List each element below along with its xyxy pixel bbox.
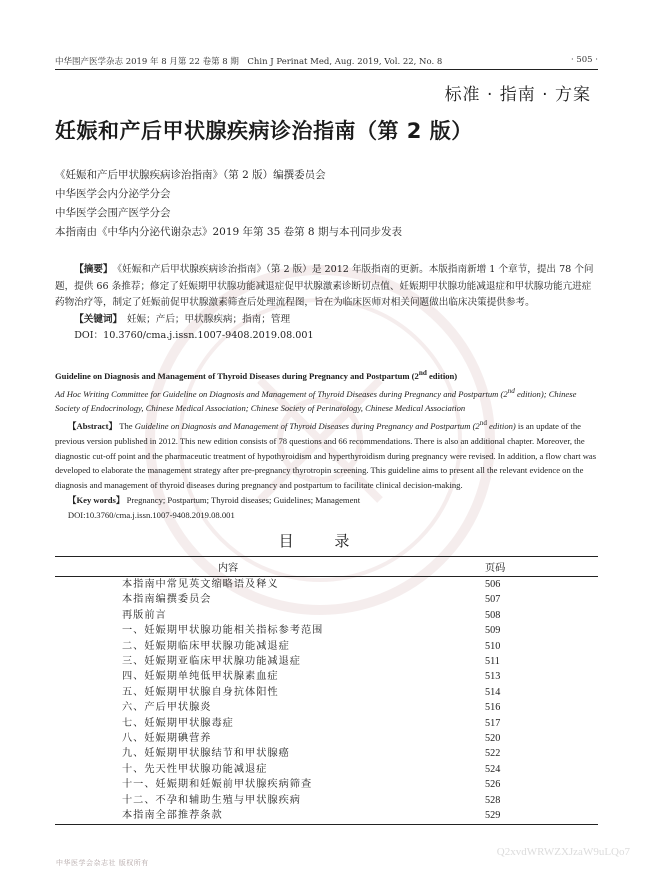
toc-row xyxy=(55,623,598,638)
toc-row xyxy=(55,669,598,684)
toc-item: 七、妊娠期甲状腺毒症 xyxy=(122,717,234,729)
toc-col-content: 内容 xyxy=(55,557,401,577)
section-tag: 标准 · 指南 · 方案 xyxy=(444,85,591,105)
toc-page: 514 xyxy=(485,686,501,698)
author-line: 《妊娠和产后甲状腺疾病诊治指南》（第 2 版）编撰委员会 xyxy=(55,169,326,181)
toc-page: 506 xyxy=(485,579,501,590)
toc-page: 528 xyxy=(485,794,501,806)
toc-page: 522 xyxy=(485,748,501,760)
toc-page: 510 xyxy=(485,640,501,652)
author-line: 本指南由《中华内分泌代谢杂志》2019 年第 35 卷第 8 期与本刊同步发表 xyxy=(55,226,402,238)
toc-header-row xyxy=(55,557,598,577)
toc-row xyxy=(55,700,598,715)
footer-code: Q2xvdWRWZXJzaW9uLQo7 xyxy=(496,846,630,858)
toc-item: 一、妊娠期甲状腺功能相关指标参考范围 xyxy=(122,625,324,637)
english-committee: Ad Hoc Writing Committee for Guideline on Diagnosis and Management of Thyroid Diseases during Pregnancy and Postpartum (2nd edition); Chinese Society of Endocrinology, Chinese Medical Association; Chinese Society of Perinatology, Chinese Medical Association xyxy=(55,386,577,414)
keywords-text: 妊娠；产后；甲状腺疾病；指南；管理 xyxy=(126,313,291,325)
toc-row xyxy=(55,654,598,669)
toc-item: 九、妊娠期甲状腺结节和甲状腺癌 xyxy=(122,748,290,760)
toc-page: 524 xyxy=(485,763,501,775)
toc-item: 本指南全部推荐条款 xyxy=(55,808,401,824)
toc-row xyxy=(55,731,598,746)
author-line: 中华医学会围产医学分会 xyxy=(55,207,171,219)
header-rule xyxy=(55,69,598,70)
toc-row xyxy=(55,716,598,731)
toc-item: 四、妊娠期单纯低甲状腺素血症 xyxy=(122,671,279,683)
running-header: 中华围产医学杂志 2019 年 8 月第 22 卷第 8 期 Chin J Perinat Med, Aug. 2019, Vol. 22, No. 8 xyxy=(55,57,443,67)
toc-item: 本指南编撰委员会 xyxy=(122,594,212,606)
footer-publisher: 中华医学会杂志社 版权所有 xyxy=(56,859,149,867)
toc-item: 三、妊娠期亚临床甲状腺功能减退症 xyxy=(122,656,301,668)
toc-item: 十一、妊娠期和妊娠前甲状腺疾病筛查 xyxy=(122,779,313,791)
abstract-label: 【摘要】 xyxy=(74,264,108,275)
toc-item: 本指南中常见英文缩略语及释义 xyxy=(122,579,279,590)
toc-row xyxy=(55,746,598,761)
toc-row xyxy=(55,777,598,792)
toc-page: 509 xyxy=(485,625,501,637)
toc-item: 二、妊娠期临床甲状腺功能减退症 xyxy=(122,640,290,652)
toc-row xyxy=(55,592,598,607)
toc-row xyxy=(55,808,598,824)
toc-col-page: 页码 xyxy=(401,557,598,577)
toc-page: 511 xyxy=(485,656,500,668)
doi-text: DOI：10.3760/cma.j.issn.1007-9408.2019.08.001 xyxy=(74,330,314,341)
english-abstract-text: 【Abstract】 The Guideline on Diagnosis and Management of Thyroid Diseases during Pregnancy and Postpartum (2nd edition) is an update of the previous version published in 2012. This new edition consists of 78 questions and 66 recommendations. There is also an additional chapter. Moreover, the diagnostic cut-off point and the pharmaceutic treatment of hypothyroidism and hyperthyroidism during pregnancy were revised. In addition, a flow chart was developed to elaborate the management strategy after pre-pregnancy thyrotropin screening. This guideline aims to present all the relevant evidence on the diagnosis and management of thyroid diseases during pregnancy and postpartum to facilitate clinical decision-making. xyxy=(55,419,597,491)
toc-page: 529 xyxy=(401,808,598,824)
toc-page: 517 xyxy=(485,717,501,729)
toc-row xyxy=(55,577,598,593)
keywords-label: 【关键词】 xyxy=(74,313,118,325)
toc-item: 再版前言 xyxy=(122,609,167,621)
english-keywords: 【Key words】 Pregnancy; Postpartum; Thyroid diseases; Guidelines; Management xyxy=(67,494,361,505)
toc-row xyxy=(55,685,598,700)
toc-item: 八、妊娠期碘营养 xyxy=(122,733,212,745)
abstract-chinese xyxy=(55,262,598,345)
toc-row xyxy=(55,762,598,777)
toc-item: 十、先天性甲状腺功能减退症 xyxy=(122,763,268,775)
toc-page: 508 xyxy=(485,609,501,621)
english-title: Guideline on Diagnosis and Management of Thyroid Diseases during Pregnancy and Postpartum (2nd edition) xyxy=(55,369,458,381)
author-list xyxy=(55,166,402,242)
toc-page: 513 xyxy=(485,671,501,683)
table-of-contents xyxy=(55,556,598,825)
toc-row xyxy=(55,793,598,808)
toc-page: 526 xyxy=(485,779,501,791)
toc-heading: 目 录 xyxy=(278,532,368,550)
toc-page: 516 xyxy=(485,702,501,714)
abstract-text: 《妊娠和产后甲状腺疾病诊治指南》（第 2 版）是 2012 年版指南的更新。本版指南新增 1 个章节，提出 78 个问题，提供 66 条推荐；修定了妊娠期甲状腺功能减退症促甲状腺激素诊断切点值、妊娠期甲状腺功能减退症和甲状腺功能亢进症药物治疗等，制定了妊娠前促甲状腺激素筛查后处理流程图，旨在为临床医师对相关问题做出临床决策提供参考。 xyxy=(55,264,594,308)
english-doi: DOI:10.3760/cma.j.issn.1007-9408.2019.08.001 xyxy=(67,509,235,520)
author-line: 中华医学会内分泌学分会 xyxy=(55,188,171,200)
toc-row xyxy=(55,608,598,623)
toc-row xyxy=(55,639,598,654)
toc-item: 十二、不孕和辅助生殖与甲状腺疾病 xyxy=(122,794,301,806)
toc-item: 五、妊娠期甲状腺自身抗体阳性 xyxy=(122,686,279,698)
page-number: · 505 · xyxy=(570,55,598,65)
toc-page: 507 xyxy=(485,594,501,606)
article-title: 妊娠和产后甲状腺疾病诊治指南（第 2 版） xyxy=(55,119,473,143)
toc-page: 520 xyxy=(485,733,501,745)
abstract-english xyxy=(55,366,598,523)
toc-item: 六、产后甲状腺炎 xyxy=(122,702,212,714)
